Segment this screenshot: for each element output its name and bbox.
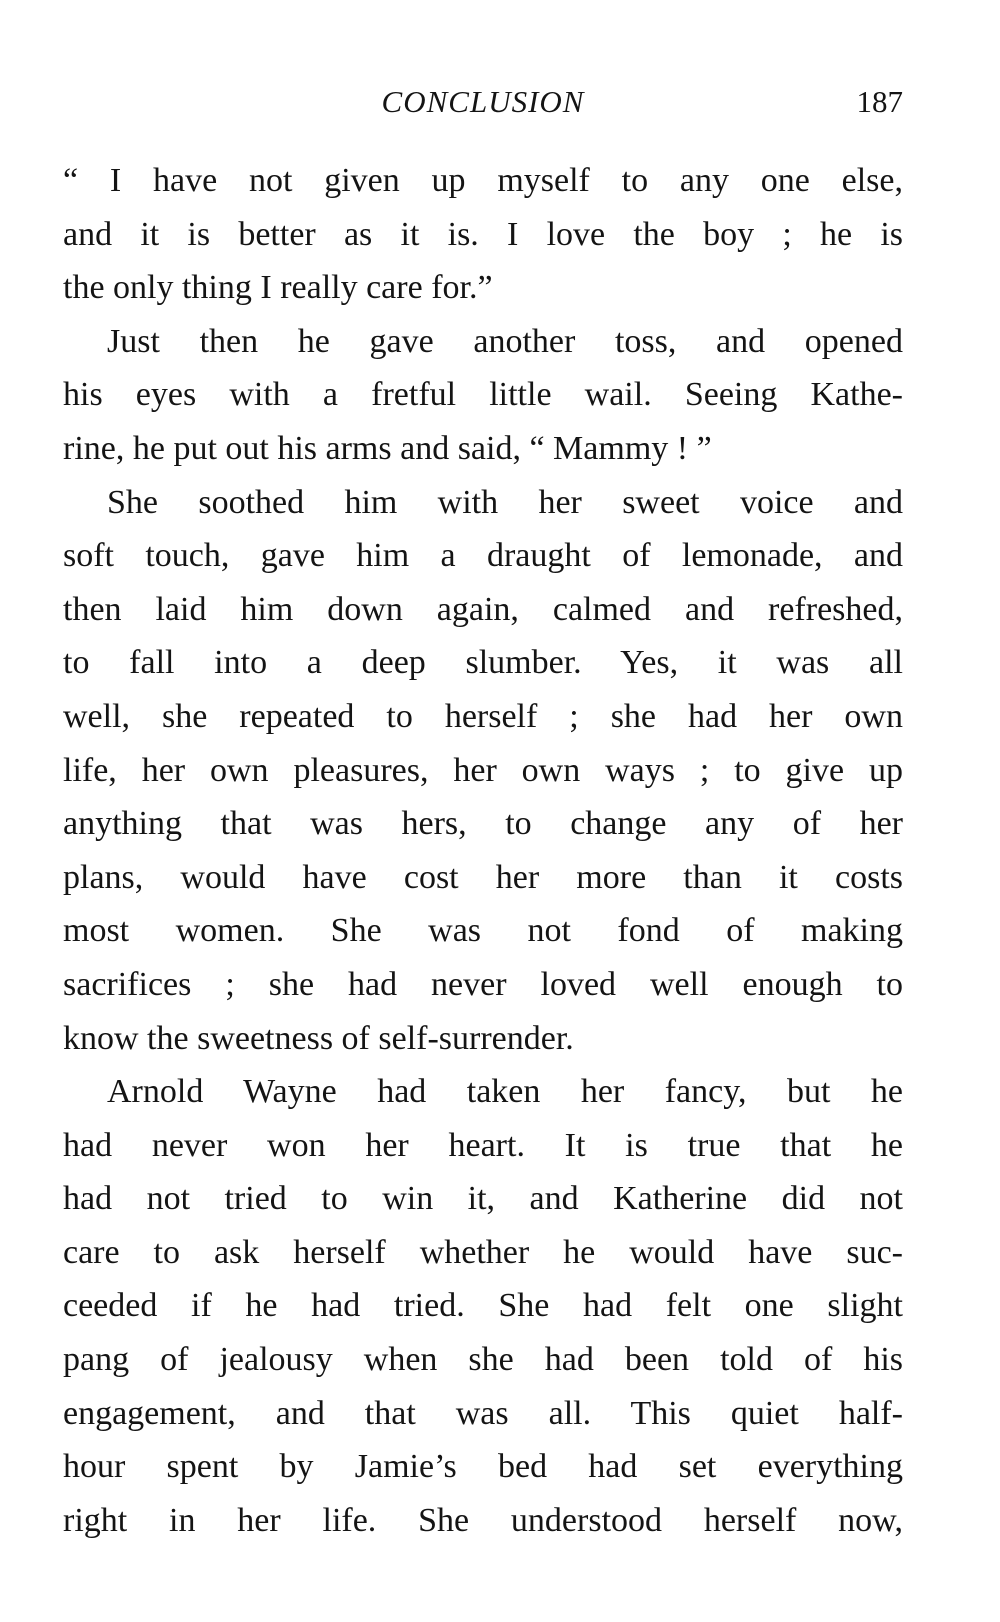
text-line: engagement, and that was all. This quiet half- (63, 1394, 903, 1432)
text-line: pang of jealousy when she had been told of his (63, 1341, 903, 1379)
text-line: hour spent by Jamie’s bed had set everything (63, 1448, 903, 1486)
text-line: had not tried to win it, and Katherine did not (63, 1180, 903, 1218)
text-line: She soothed him with her sweet voice and (107, 483, 903, 521)
body-text (63, 154, 903, 1547)
paragraph (63, 476, 903, 1066)
paragraph (63, 154, 903, 315)
text-line: Arnold Wayne had taken her fancy, but he (107, 1073, 903, 1111)
text-line: then laid him down again, calmed and refreshed, (63, 590, 903, 628)
page-number: 187 (856, 84, 903, 119)
text-line: soft touch, gave him a draught of lemonade, and (63, 537, 903, 575)
text-line: anything that was hers, to change any of her (63, 805, 903, 843)
text-line: rine, he put out his arms and said, “ Mammy ! ” (63, 429, 712, 467)
text-line: life, her own pleasures, her own ways ; to give up (63, 751, 903, 789)
paragraph (63, 1065, 903, 1547)
text-line: well, she repeated to herself ; she had her own (63, 697, 903, 735)
text-line: right in her life. She understood herself now, (63, 1501, 903, 1539)
running-head (63, 80, 903, 124)
chapter-title: CONCLUSION (381, 84, 585, 119)
text-line: “ I have not given up myself to any one else, (63, 162, 903, 199)
text-line: care to ask herself whether he would have suc- (63, 1233, 903, 1271)
text-line: plans, would have cost her more than it costs (63, 858, 903, 896)
text-line: his eyes with a fretful little wail. Seeing Kathe- (63, 376, 903, 414)
text-line: and it is better as it is. I love the boy ; he is (63, 215, 903, 253)
text-line: know the sweetness of self-surrender. (63, 1019, 574, 1057)
text-line: the only thing I really care for.” (63, 269, 493, 307)
text-line: Just then he gave another toss, and opened (107, 322, 903, 360)
text-line: ceeded if he had tried. She had felt one slight (63, 1287, 903, 1325)
text-line: had never won her heart. It is true that he (63, 1126, 903, 1164)
text-line: most women. She was not fond of making (63, 912, 903, 950)
text-line: to fall into a deep slumber. Yes, it was all (63, 644, 903, 682)
text-line: sacrifices ; she had never loved well enough to (63, 965, 903, 1003)
paragraph (63, 315, 903, 476)
